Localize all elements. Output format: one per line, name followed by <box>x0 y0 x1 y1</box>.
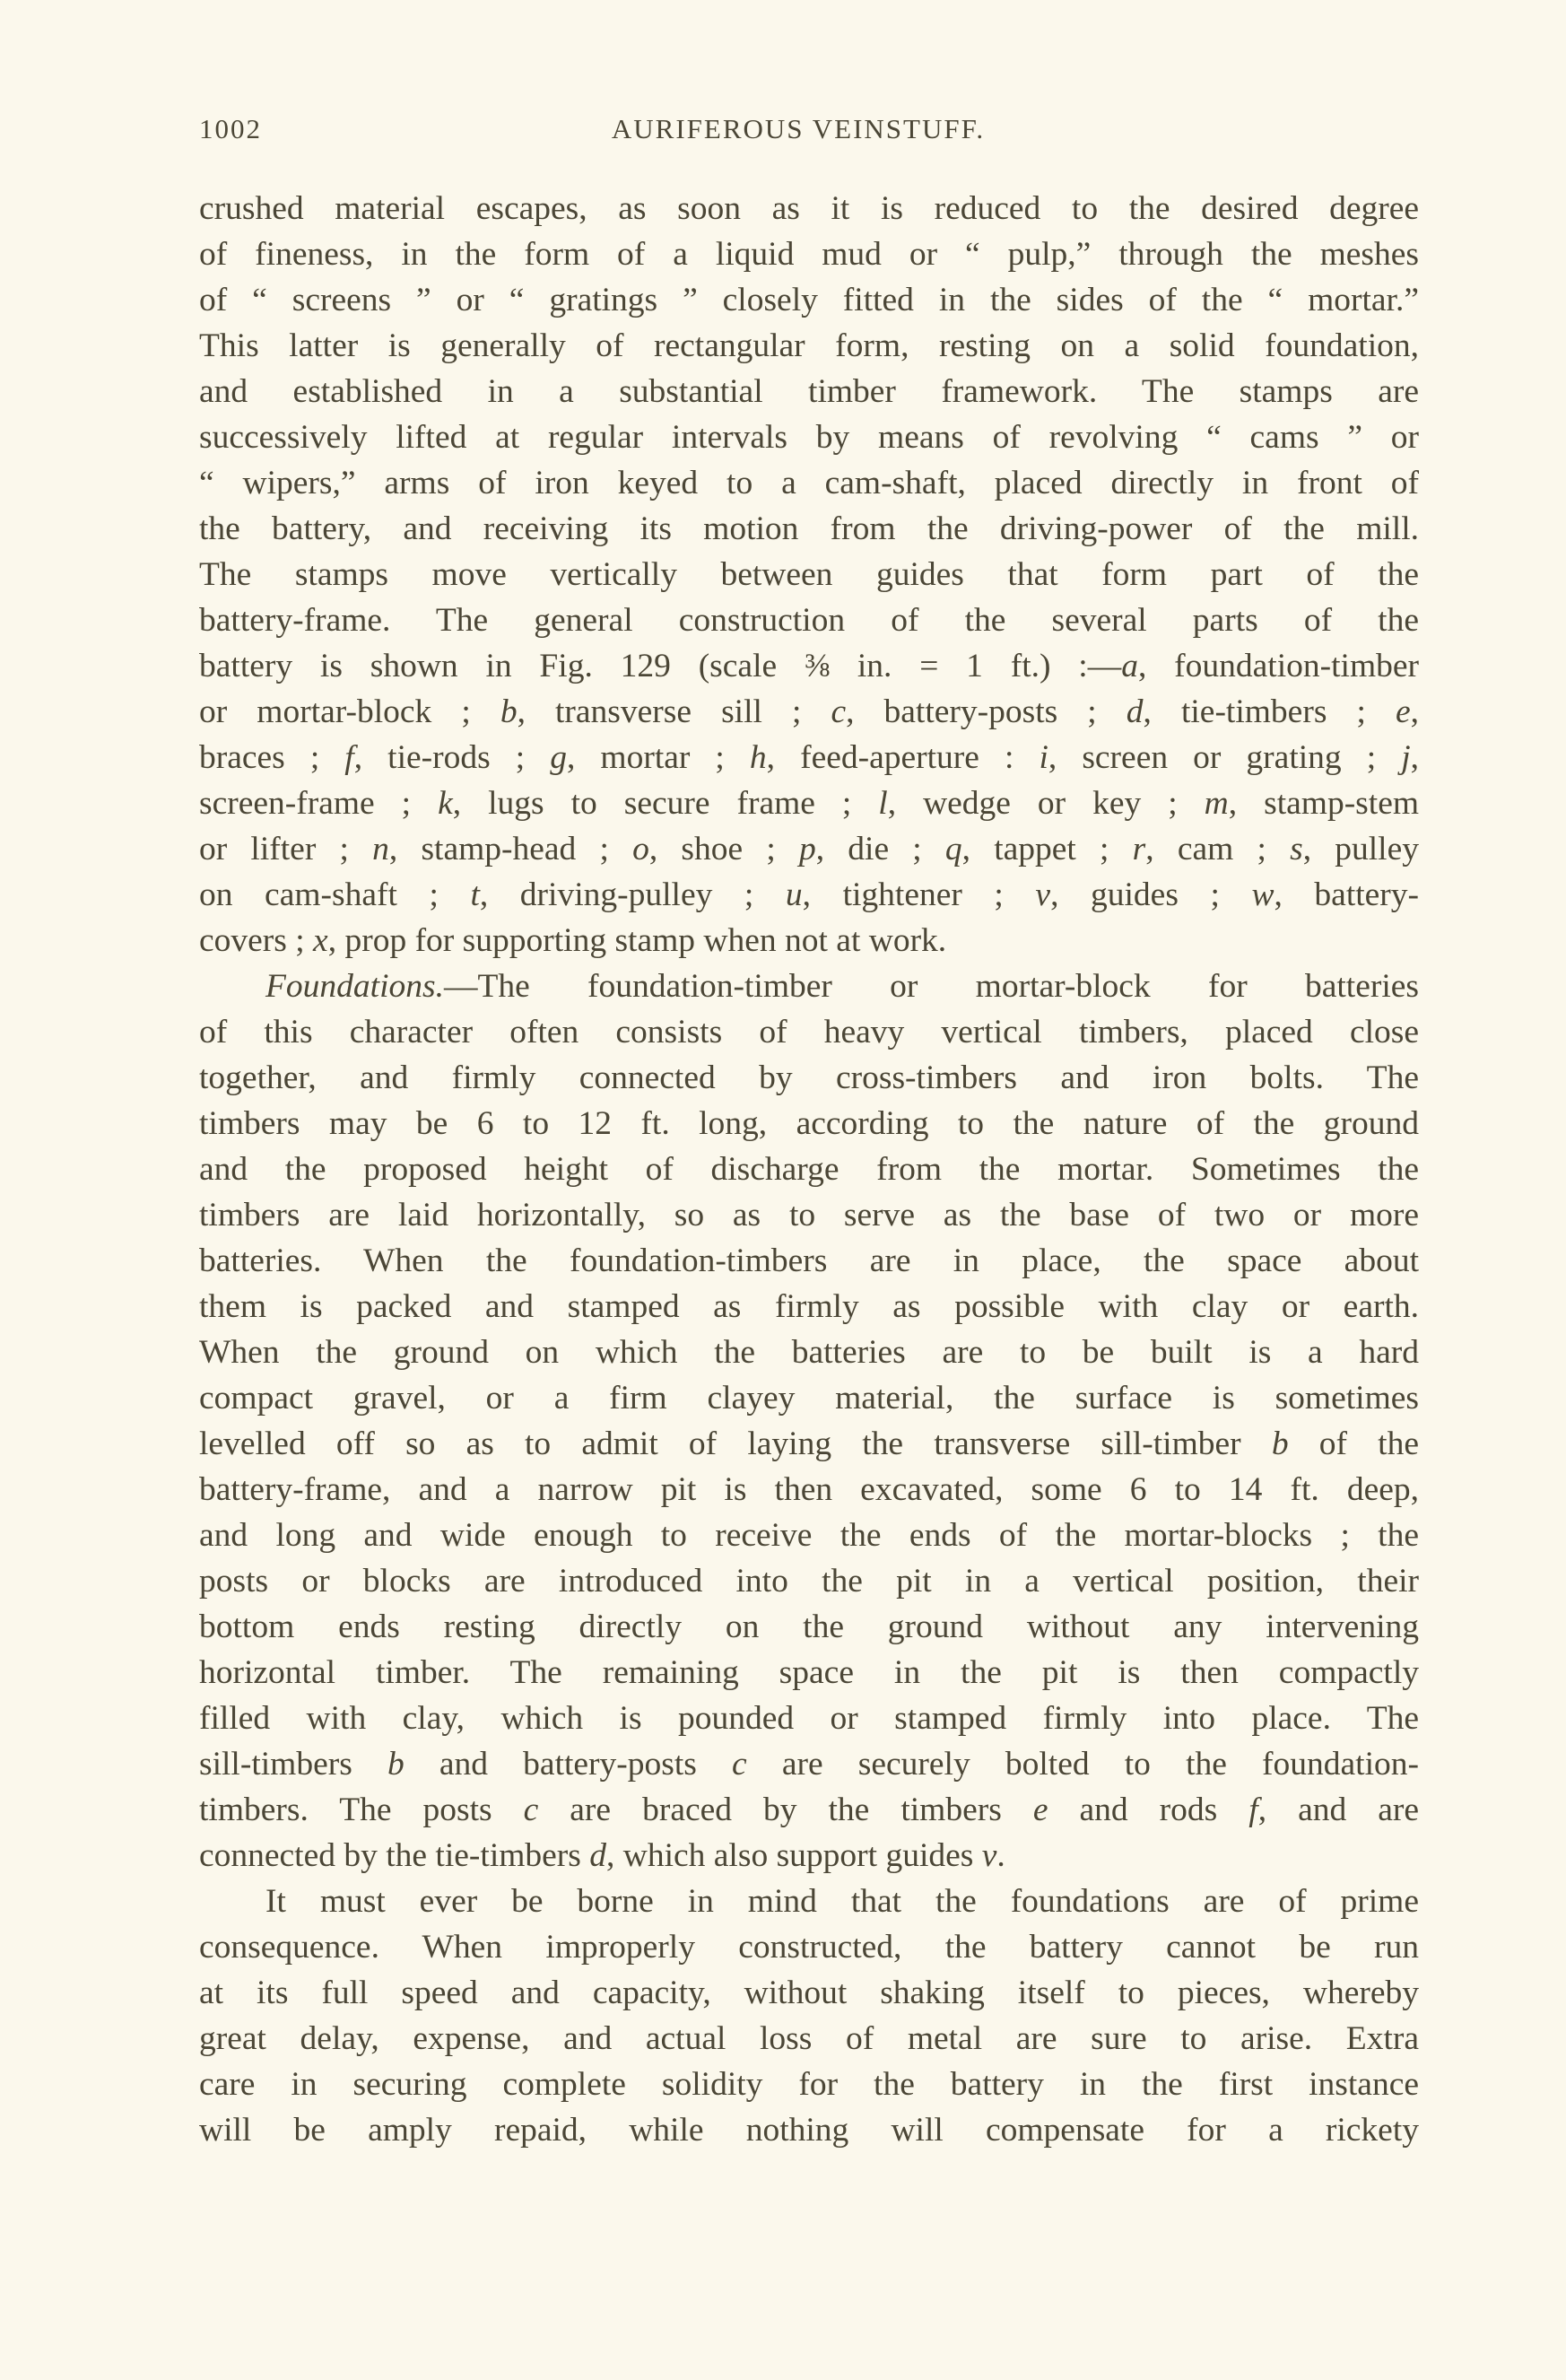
text-line <box>199 1375 1419 1421</box>
text-line <box>199 1558 1419 1604</box>
italic-segment: x <box>313 922 328 959</box>
text-line <box>199 872 1419 918</box>
italic-segment: Foundations. <box>265 968 444 1005</box>
text-line <box>199 1696 1419 1741</box>
text-segment: consequence. When improperly constructed, the battery cannot be run <box>199 1929 1419 1966</box>
text-segment: of this character often consists of heavy vertical timbers, placed close <box>199 1014 1419 1051</box>
text-segment: screen-frame ; <box>199 785 439 822</box>
text-line <box>199 1421 1419 1467</box>
text-segment: and battery-posts <box>404 1746 733 1783</box>
body-text <box>199 186 1419 2153</box>
text-segment: levelled off so as to admit of laying the transverse sill-timber <box>199 1425 1272 1462</box>
text-segment: crushed material escapes, as soon as it is reduced to the desired degree <box>199 190 1419 227</box>
text-line <box>199 552 1419 597</box>
text-line <box>199 231 1419 277</box>
text-line <box>199 460 1419 506</box>
text-segment: , driving-pulley ; <box>479 876 786 913</box>
text-segment: are securely bolted to the foundation- <box>746 1746 1419 1783</box>
text-line <box>199 1879 1419 1924</box>
text-segment: of “ screens ” or “ gratings ” closely fitted in the sides of the “ mortar.” <box>199 282 1419 318</box>
text-segment: sill-timbers <box>199 1746 387 1783</box>
italic-segment: e <box>1395 693 1411 730</box>
text-line <box>199 1192 1419 1238</box>
text-segment: care in securing complete solidity for the battery in the first instance <box>199 2066 1419 2103</box>
text-line <box>199 597 1419 643</box>
text-segment: and established in a substantial timber framework. The stamps are <box>199 373 1419 410</box>
text-line <box>199 1787 1419 1833</box>
italic-segment: d <box>1126 693 1144 730</box>
text-segment: , prop for supporting stamp when not at work. <box>327 922 947 959</box>
text-segment: or lifter ; <box>199 831 373 867</box>
text-segment: , tappet ; <box>961 831 1133 867</box>
text-line <box>199 643 1419 689</box>
text-segment: together, and firmly connected by cross-timbers and iron bolts. The <box>199 1059 1419 1096</box>
text-segment: , stamp-head ; <box>388 831 633 867</box>
text-segment: , tie-timbers ; <box>1143 693 1396 730</box>
text-segment: will be amply repaid, while nothing will compensate for a rickety <box>199 2112 1419 2149</box>
text-segment: on cam-shaft ; <box>199 876 471 913</box>
text-segment: , which also support guides <box>606 1837 982 1874</box>
text-segment: or mortar-block ; <box>199 693 500 730</box>
italic-segment: g <box>550 739 567 776</box>
text-segment: , feed-aperture : <box>766 739 1040 776</box>
text-segment: covers ; <box>199 922 314 959</box>
italic-segment: e <box>1032 1792 1048 1828</box>
text-line <box>199 1604 1419 1650</box>
italic-segment: u <box>785 876 803 913</box>
text-segment: connected by the tie-timbers <box>199 1837 590 1874</box>
italic-segment: m <box>1204 785 1229 822</box>
text-line <box>199 1650 1419 1696</box>
italic-segment: f <box>1248 1792 1258 1828</box>
text-line <box>199 369 1419 414</box>
italic-segment: d <box>589 1837 607 1874</box>
text-segment: , mortar ; <box>566 739 750 776</box>
text-line <box>199 1467 1419 1513</box>
italic-segment: c <box>523 1792 539 1828</box>
text-segment: horizontal timber. The remaining space in the pit is then compactly <box>199 1654 1419 1691</box>
text-segment: of fineness, in the form of a liquid mud or “ pulp,” through the meshes <box>199 236 1419 273</box>
italic-segment: c <box>831 693 847 730</box>
italic-segment: b <box>387 1746 405 1783</box>
text-line <box>199 1741 1419 1787</box>
text-line <box>199 1101 1419 1146</box>
text-line <box>199 963 1419 1009</box>
text-segment: braces ; <box>199 739 345 776</box>
text-segment: , battery- <box>1274 876 1420 913</box>
text-segment: , stamp-stem <box>1228 785 1420 822</box>
text-line <box>199 780 1419 826</box>
italic-segment: n <box>372 831 389 867</box>
text-line <box>199 277 1419 323</box>
italic-segment: b <box>1271 1425 1289 1462</box>
text-segment: battery is shown in Fig. 129 (scale ⅜ in. = 1 ft.) :— <box>199 648 1122 684</box>
text-segment: the battery, and receiving its motion from the driving-power of the mill. <box>199 510 1419 547</box>
text-line <box>199 689 1419 735</box>
italic-segment: o <box>632 831 649 867</box>
italic-segment: h <box>749 739 767 776</box>
text-segment: . <box>996 1837 1005 1874</box>
italic-segment: l <box>878 785 888 822</box>
text-line <box>199 2016 1419 2062</box>
text-segment: compact gravel, or a firm clayey material, the surface is sometimes <box>199 1380 1419 1417</box>
text-line <box>199 1284 1419 1329</box>
italic-segment: c <box>732 1746 747 1783</box>
text-line <box>199 2107 1419 2153</box>
text-line <box>199 735 1419 780</box>
running-header: AURIFEROUS VEINSTUFF. <box>611 113 986 144</box>
text-segment: and long and wide enough to receive the ends of the mortar-blocks ; the <box>199 1517 1419 1554</box>
text-segment: , <box>1410 693 1419 730</box>
text-segment: them is packed and stamped as firmly as possible with clay or earth. <box>199 1288 1419 1325</box>
text-segment: are braced by the timbers <box>538 1792 1033 1828</box>
text-segment: , <box>1410 739 1419 776</box>
text-segment: When the ground on which the batteries are to be built is a hard <box>199 1334 1419 1371</box>
text-segment: battery-frame. The general construction of the several parts of the <box>199 602 1419 639</box>
text-segment: , battery-posts ; <box>846 693 1127 730</box>
text-segment: posts or blocks are introduced into the pit in a vertical position, their <box>199 1563 1419 1600</box>
italic-segment: t <box>470 876 480 913</box>
text-line <box>199 2062 1419 2107</box>
italic-segment: v <box>1035 876 1051 913</box>
text-line <box>199 1238 1419 1284</box>
text-segment: timbers. The posts <box>199 1792 524 1828</box>
italic-segment: s <box>1290 831 1303 867</box>
text-segment: It must ever be borne in mind that the foundations are of prime <box>265 1883 1419 1920</box>
italic-segment: j <box>1401 739 1411 776</box>
text-line <box>199 826 1419 872</box>
text-line <box>199 918 1419 963</box>
text-line <box>199 1924 1419 1970</box>
text-segment: , and are <box>1257 1792 1420 1828</box>
text-line <box>199 186 1419 231</box>
text-segment: filled with clay, which is pounded or stamped firmly into place. The <box>199 1700 1419 1737</box>
text-line <box>199 1970 1419 2016</box>
italic-segment: p <box>798 831 816 867</box>
italic-segment: b <box>500 693 518 730</box>
text-segment: batteries. When the foundation-timbers are in place, the space about <box>199 1242 1419 1279</box>
italic-segment: w <box>1251 876 1275 913</box>
text-segment: —The foundation-timber or mortar-block for batteries <box>443 968 1419 1005</box>
italic-segment: q <box>944 831 962 867</box>
text-segment: battery-frame, and a narrow pit is then excavated, some 6 to 14 ft. deep, <box>199 1471 1419 1508</box>
text-segment: successively lifted at regular intervals by means of revolving “ cams ” or <box>199 419 1419 456</box>
text-segment: The stamps move vertically between guides that form part of the <box>199 556 1419 593</box>
page-number: 1002 <box>199 113 262 144</box>
text-segment: , tightener ; <box>802 876 1036 913</box>
text-segment: great delay, expense, and actual loss of metal are sure to arise. Extra <box>199 2020 1419 2057</box>
text-segment: , cam ; <box>1145 831 1291 867</box>
text-segment: timbers are laid horizontally, so as to serve as the base of two or more <box>199 1197 1419 1234</box>
text-segment: , shoe ; <box>648 831 799 867</box>
italic-segment: a <box>1121 648 1138 684</box>
text-line <box>199 1513 1419 1558</box>
text-line <box>199 323 1419 369</box>
italic-segment: i <box>1039 739 1048 776</box>
text-segment: , guides ; <box>1050 876 1252 913</box>
text-segment: “ wipers,” arms of iron keyed to a cam-shaft, placed directly in front of <box>199 465 1419 501</box>
text-line <box>199 1329 1419 1375</box>
text-line <box>199 1833 1419 1879</box>
italic-segment: v <box>981 1837 997 1874</box>
text-segment: This latter is generally of rectangular form, resting on a solid foundation, <box>199 327 1419 364</box>
text-segment: at its full speed and capacity, without shaking itself to pieces, whereby <box>199 1975 1419 2011</box>
text-segment: , tie-rods ; <box>353 739 551 776</box>
text-line <box>199 414 1419 460</box>
text-segment: , lugs to secure frame ; <box>452 785 879 822</box>
text-segment: , foundation-timber <box>1137 648 1419 684</box>
italic-segment: f <box>344 739 354 776</box>
text-line <box>199 506 1419 552</box>
italic-segment: r <box>1132 831 1146 867</box>
text-segment: and the proposed height of discharge from the mortar. Sometimes the <box>199 1151 1419 1188</box>
italic-segment: k <box>438 785 453 822</box>
text-segment: and rods <box>1048 1792 1249 1828</box>
text-segment: , die ; <box>815 831 945 867</box>
text-line <box>199 1055 1419 1101</box>
text-segment: , screen or grating ; <box>1048 739 1402 776</box>
text-segment: bottom ends resting directly on the ground without any intervening <box>199 1608 1419 1645</box>
text-segment: , pulley <box>1302 831 1419 867</box>
text-line <box>199 1146 1419 1192</box>
text-segment: of the <box>1288 1425 1419 1462</box>
text-segment: timbers may be 6 to 12 ft. long, according to the nature of the ground <box>199 1105 1419 1142</box>
text-segment: , transverse sill ; <box>517 693 831 730</box>
text-segment: , wedge or key ; <box>887 785 1205 822</box>
text-line <box>199 1009 1419 1055</box>
